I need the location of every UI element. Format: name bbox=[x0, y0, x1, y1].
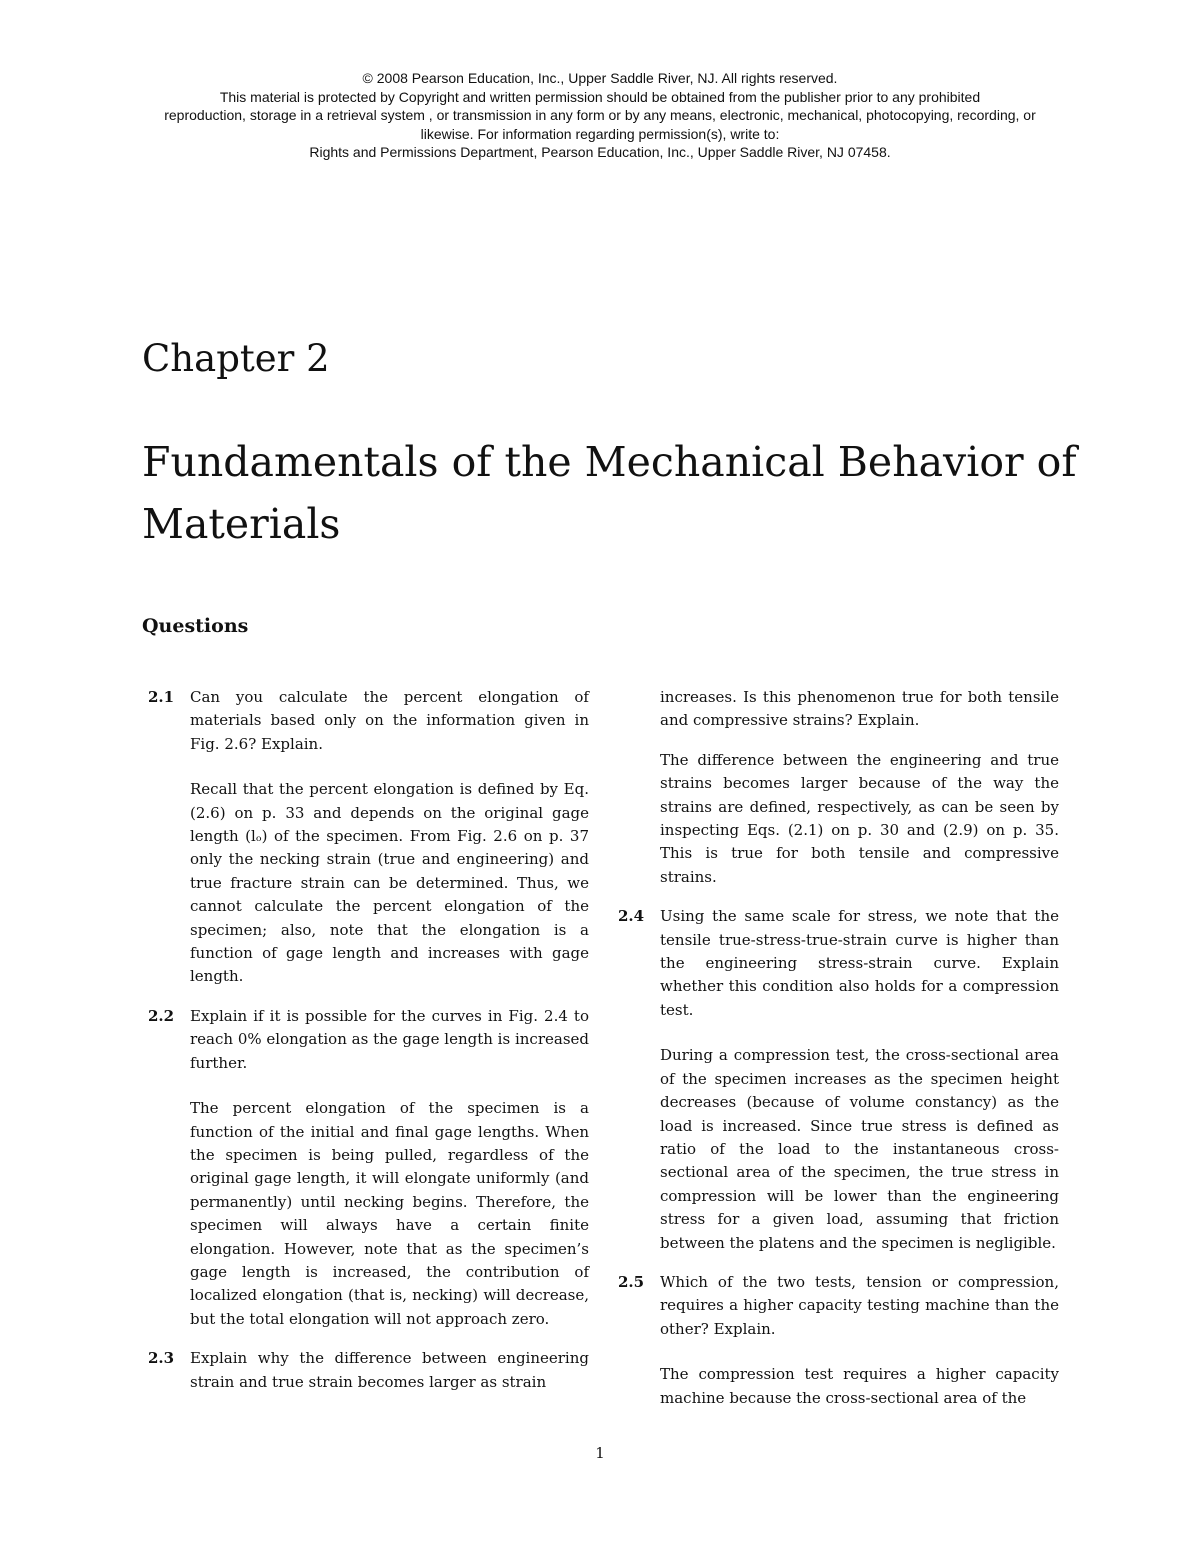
question-item bbox=[148, 686, 589, 756]
question-text: Using the same scale for stress, we note that the tensile true-stress-true-strain curve is higher than the engineering stress-strain curve. Explain whether this condition also holds for a compression test. bbox=[660, 907, 1059, 1019]
question-item bbox=[618, 905, 1059, 1022]
copyright-line: reproduction, storage in a retrieval system , or transmission in any form or by any means, electronic, mechanical, photocopying, recording, or bbox=[164, 107, 1036, 124]
question-number: 2.3 bbox=[148, 1349, 175, 1368]
copyright-line: © 2008 Pearson Education, Inc., Upper Saddle River, NJ. All rights reserved. bbox=[362, 70, 838, 86]
copyright-line: likewise. For information regarding permission(s), write to: bbox=[420, 125, 780, 142]
right-column bbox=[618, 686, 1059, 1410]
question-text: Can you calculate the percent elongation of materials based only on the information given in Fig. 2.6? Explain. bbox=[190, 688, 589, 753]
answer-text: The difference between the engineering and true strains becomes larger because of the way the strains are defined, respectively, as can be seen by inspecting Eqs. (2.1) on p. 30 and (2.9) on p. 35. This is true for both tensile and compressive strains. bbox=[660, 750, 1059, 886]
page-number: 1 bbox=[595, 1444, 605, 1462]
question-text: Explain why the difference between engineering strain and true strain becomes larger as strain bbox=[190, 1349, 589, 1391]
answer-text: The percent elongation of the specimen is a function of the initial and final gage lengths. When the specimen is being pulled, regardless of the original gage length, it will elongate uniformly (and permanently) until necking begins. Therefore, the specimen will always have a certain finite elongation. However, note that as the specimen’s gage length is increased, the contribution of localized elongation (that is, necking) will decrease, but the total elongation will not approach zero. bbox=[190, 1099, 589, 1328]
chapter-label: Chapter 2 bbox=[142, 337, 330, 380]
question-number: 2.5 bbox=[618, 1272, 645, 1291]
answer-text: During a compression test, the cross-sectional area of the specimen increases as the specimen height decreases (because of volume constancy) as the load is increased. Since true stress is defined as ratio of the load to the instantaneous cross-sectional area of the specimen, the true stress in compression will be lower than the engineering stress for a given load, assuming that friction between the platens and the specimen is negligible. bbox=[660, 1046, 1059, 1252]
question-text-continued: increases. Is this phenomenon true for both tensile and compressive strains? Explain. bbox=[660, 688, 1059, 730]
question-item bbox=[148, 1347, 589, 1394]
left-column bbox=[148, 686, 589, 1394]
question-number: 2.2 bbox=[148, 1006, 175, 1025]
chapter-title: Fundamentals of the Mechanical Behavior of Materials bbox=[142, 438, 1077, 548]
question-text: Which of the two tests, tension or compression, requires a higher capacity testing machine than the other? Explain. bbox=[660, 1272, 1059, 1338]
copyright-line: This material is protected by Copyright and written permission should be obtained from the publisher prior to any prohibited bbox=[219, 88, 981, 105]
question-item bbox=[148, 1005, 589, 1075]
answer-text: Recall that the percent elongation is defined by Eq. (2.6) on p. 33 and depends on the original gage length (lₒ) of the specimen. From Fig. 2.6 on p. 37 only the necking strain (true and engineering) and true fracture strain can be determined. Thus, we cannot calculate the percent elongation of the specimen; also, note that the elongation is a function of gage length and increases with gage length. bbox=[190, 780, 589, 986]
question-item bbox=[618, 1271, 1059, 1341]
copyright-notice bbox=[100, 69, 1100, 162]
question-number: 2.4 bbox=[618, 907, 645, 926]
question-number: 2.1 bbox=[148, 688, 175, 706]
copyright-line: Rights and Permissions Department, Pearson Education, Inc., Upper Saddle River, NJ 07458. bbox=[309, 144, 891, 161]
question-text: Explain if it is possible for the curves in Fig. 2.4 to reach 0% elongation as the gage length is increased further. bbox=[190, 1006, 589, 1072]
section-heading: Questions bbox=[142, 615, 249, 637]
answer-text: The compression test requires a higher capacity machine because the cross-sectional area of the bbox=[660, 1365, 1059, 1407]
